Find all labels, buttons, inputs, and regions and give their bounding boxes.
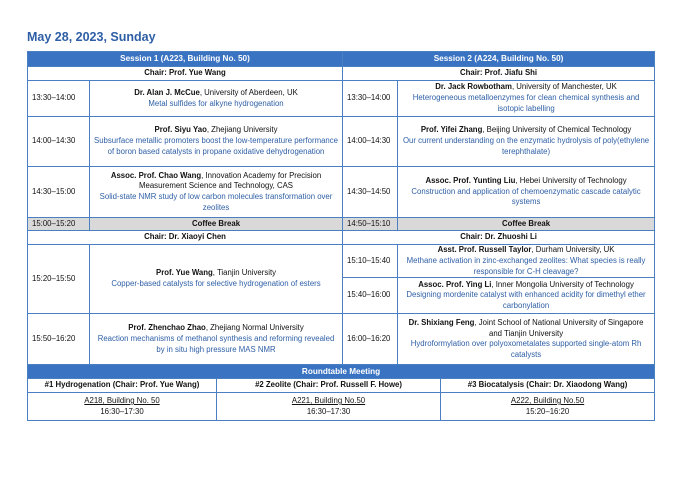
s2-talk6-time: 16:00–16:20 bbox=[343, 314, 398, 365]
roundtable-1-name: #1 Hydrogenation (Chair: Prof. Yue Wang) bbox=[28, 379, 217, 393]
talk-title: Heterogeneous metalloenzymes for clean chemical synthesis and isotopic labelling bbox=[412, 93, 640, 113]
s2-talk5-time: 15:40–16:00 bbox=[343, 278, 398, 314]
talk-title: Methane activation in zinc-exchanged zeolites: What species is really responsible for C-H cleavage? bbox=[406, 255, 646, 276]
speaker-name: Prof. Yifei Zhang bbox=[420, 125, 483, 135]
roundtable-1-details bbox=[28, 393, 217, 421]
s2-talk4-time: 15:10–15:40 bbox=[343, 245, 398, 278]
roundtable-room: A222, Building No.50 bbox=[510, 396, 585, 405]
speaker-name: Dr. Alan J. McCue bbox=[134, 87, 200, 97]
s1-talk1-time: 13:30–14:00 bbox=[28, 81, 90, 117]
talk-title: Construction and application of chemoenzymatic cascade catalytic systems bbox=[411, 186, 641, 207]
s1-talk4-time: 15:20–15:50 bbox=[28, 245, 90, 314]
roundtable-2-details bbox=[217, 393, 441, 421]
session-2-chair-2: Chair: Dr. Zhuoshi Li bbox=[343, 231, 655, 245]
s2-coffee-break: Coffee Break bbox=[398, 218, 655, 231]
talk-title: Designing mordenite catalyst with enhanced acidity for dimethyl ether carbonylation bbox=[406, 290, 646, 311]
s2-talk1 bbox=[398, 81, 655, 117]
s1-talk1 bbox=[90, 81, 343, 117]
s1-talk2 bbox=[90, 117, 343, 167]
speaker-affiliation: , University of Manchester, UK bbox=[511, 82, 617, 92]
s1-talk4 bbox=[90, 245, 343, 314]
roundtable-3-name: #3 Biocatalysis (Chair: Dr. Xiaodong Wang) bbox=[441, 379, 655, 393]
roundtable-room: A218, Building No. 50 bbox=[84, 396, 160, 405]
speaker-name: Dr. Jack Rowbotham bbox=[435, 82, 512, 92]
roundtable-2-name: #2 Zeolite (Chair: Prof. Russell F. Howe) bbox=[217, 379, 441, 393]
roundtable-time: 16:30–17:30 bbox=[306, 406, 351, 416]
page-date: May 28, 2023, Sunday bbox=[27, 30, 156, 44]
s2-talk4 bbox=[398, 245, 655, 278]
s2-talk3-time: 14:30–14:50 bbox=[343, 167, 398, 218]
s2-talk1-time: 13:30–14:00 bbox=[343, 81, 398, 117]
s2-talk6 bbox=[398, 314, 655, 365]
s2-talk5 bbox=[398, 278, 655, 314]
s1-coffee-break: Coffee Break bbox=[90, 218, 343, 231]
session-2-header: Session 2 (A224, Building No. 50) bbox=[343, 52, 655, 67]
roundtable-room: A221, Building No.50 bbox=[291, 396, 366, 405]
s2-talk2 bbox=[398, 117, 655, 167]
s1-talk2-time: 14:00–14:30 bbox=[28, 117, 90, 167]
speaker-name: Assoc. Prof. Ying Li bbox=[418, 279, 492, 289]
speaker-affiliation: , Joint School of National University of Singapore and Tianjin University bbox=[474, 317, 644, 338]
speaker-affiliation: , Durham University, UK bbox=[531, 245, 615, 254]
roundtable-header: Roundtable Meeting bbox=[28, 365, 655, 379]
speaker-affiliation: , Hebei University of Technology bbox=[515, 175, 627, 185]
speaker-affiliation: , Beijing University of Chemical Technology bbox=[482, 125, 632, 135]
s2-break-time: 14:50–15:10 bbox=[343, 218, 398, 231]
session-2-chair: Chair: Prof. Jiafu Shi bbox=[343, 67, 655, 81]
talk-title: Reaction mechanisms of methanol synthesis and reforming revealed by in situ high pressure MAS NMR bbox=[97, 333, 335, 354]
s2-talk3 bbox=[398, 167, 655, 218]
speaker-affiliation: , Tianjin University bbox=[212, 268, 277, 278]
talk-title: Hydroformylation over polyoxometalates supported single-atom Rh catalysts bbox=[410, 339, 642, 359]
talk-title: Subsurface metallic promoters boost the low-temperature performance of boron based catalysts in propane oxidative dehydrogenation bbox=[94, 136, 338, 156]
talk-title: Our current understanding on the enzymatic hydrolysis of poly(ethylene terephthalate) bbox=[402, 136, 650, 156]
roundtable-3-details bbox=[441, 393, 655, 421]
session-1-header: Session 1 (A223, Building No. 50) bbox=[28, 52, 343, 67]
roundtable-time: 16:30–17:30 bbox=[100, 406, 144, 416]
talk-title: Metal sulfides for alkyne hydrogenation bbox=[148, 98, 284, 108]
schedule-table bbox=[27, 51, 655, 421]
speaker-affiliation: , Inner Mongolia University of Technology bbox=[491, 279, 634, 289]
speaker-name: Prof. Zhenchao Zhao bbox=[128, 323, 206, 333]
roundtable-time: 15:20–16:20 bbox=[525, 406, 570, 416]
talk-title: Solid-state NMR study of low carbon molecules transformation over zeolites bbox=[99, 192, 333, 212]
s1-break-time: 15:00–15:20 bbox=[28, 218, 90, 231]
speaker-name: Asst. Prof. Russell Taylor bbox=[437, 245, 532, 254]
speaker-affiliation: , University of Aberdeen, UK bbox=[199, 87, 298, 97]
s1-talk5 bbox=[90, 314, 343, 365]
s1-talk3 bbox=[90, 167, 343, 218]
speaker-name: Assoc. Prof. Chao Wang bbox=[110, 170, 202, 180]
speaker-affiliation: , Zhejiang Normal University bbox=[205, 323, 304, 333]
speaker-name: Assoc. Prof. Yunting Liu bbox=[425, 175, 516, 185]
speaker-name: Prof. Siyu Yao bbox=[154, 125, 207, 135]
s1-talk5-time: 15:50–16:20 bbox=[28, 314, 90, 365]
s1-talk3-time: 14:30–15:00 bbox=[28, 167, 90, 218]
speaker-affiliation: , Innovation Academy for Precision Measurement Science and Technology, CAS bbox=[139, 170, 322, 191]
speaker-name: Dr. Shixiang Feng bbox=[408, 317, 475, 327]
session-1-chair-2: Chair: Dr. Xiaoyi Chen bbox=[28, 231, 343, 245]
speaker-name: Prof. Yue Wang bbox=[156, 268, 213, 278]
speaker-affiliation: , Zhejiang University bbox=[206, 125, 278, 135]
session-1-chair: Chair: Prof. Yue Wang bbox=[28, 67, 343, 81]
talk-title: Copper-based catalysts for selective hydrogenation of esters bbox=[111, 279, 321, 289]
s2-talk2-time: 14:00–14:30 bbox=[343, 117, 398, 167]
